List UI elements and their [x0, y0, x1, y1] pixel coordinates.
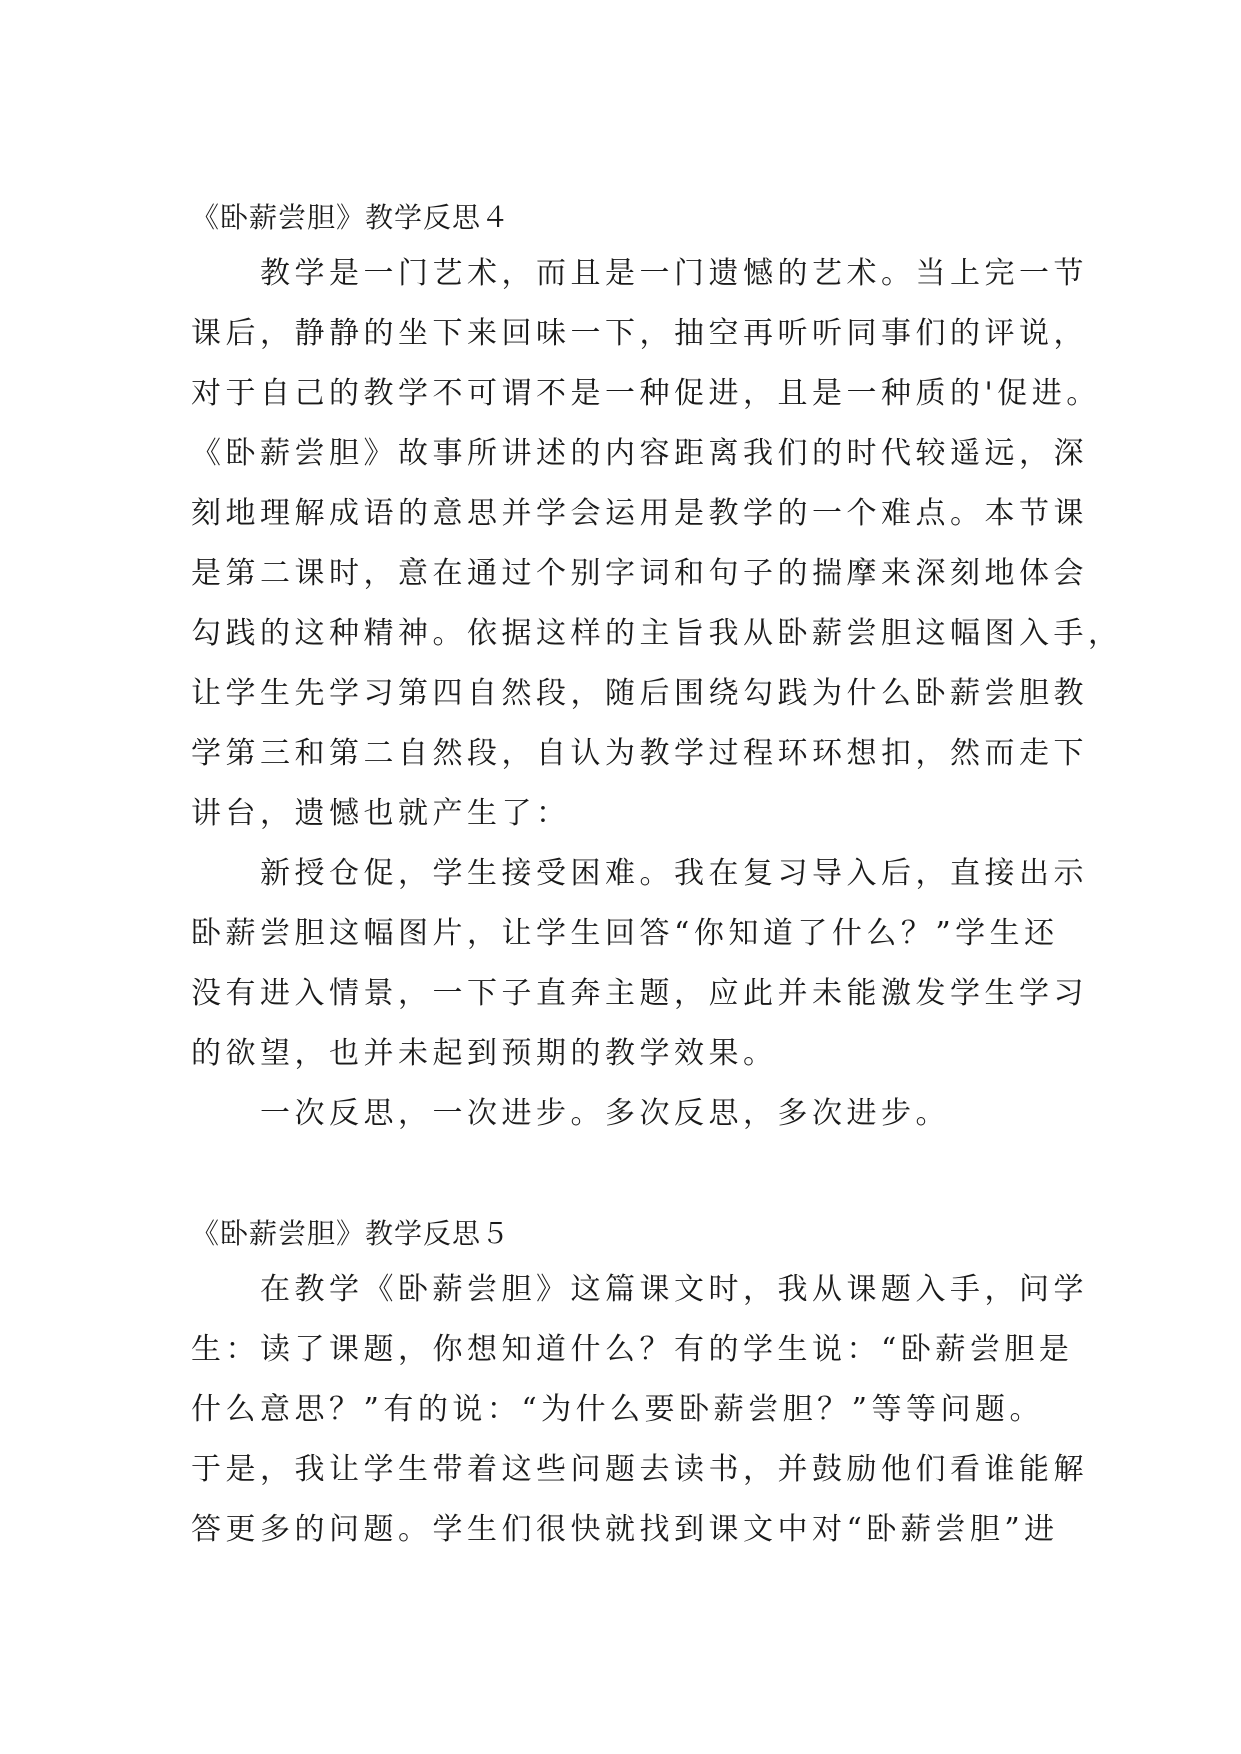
paragraph-line: 勾践的这种精神。依据这样的主旨我从卧薪尝胆这幅图入手，: [191, 616, 1123, 651]
paragraph-line: 生：读了课题，你想知道什么？有的学生说：“卧薪尝胆是: [191, 1332, 1074, 1367]
paragraph-line: 什么意思？”有的说：“为什么要卧薪尝胆？”等等问题。: [191, 1392, 1045, 1427]
reflection-section-4: [191, 192, 1123, 1144]
paragraph-line: 对于自己的教学不可谓不是一种促进，且是一种质的'促进。: [191, 376, 1101, 411]
paragraph-line: 《卧薪尝胆》故事所讲述的内容距离我们的时代较遥远，深: [191, 436, 1088, 471]
paragraph-line: 课后，静静的坐下来回味一下，抽空再听听同事们的评说，: [191, 316, 1088, 351]
section-title: 《卧薪尝胆》教学反思４: [191, 201, 511, 234]
paragraph-line: 在教学《卧薪尝胆》这篇课文时，我从课题入手，问学: [191, 1272, 1088, 1307]
paragraph-line: 刻地理解成语的意思并学会运用是教学的一个难点。本节课: [191, 496, 1088, 531]
paragraph-line: 讲台，遗憾也就产生了：: [191, 796, 571, 831]
paragraph-line: 的欲望，也并未起到预期的教学效果。: [191, 1036, 778, 1071]
paragraph-line: 是第二课时，意在通过个别字词和句子的揣摩来深刻地体会: [191, 556, 1088, 591]
paragraph-line: 新授仓促，学生接受困难。我在复习导入后，直接出示: [191, 856, 1088, 891]
paragraph-line: 卧薪尝胆这幅图片，让学生回答“你知道了什么？”学生还: [191, 916, 1059, 951]
paragraph-line: 没有进入情景，一下子直奔主题，应此并未能激发学生学习: [191, 976, 1088, 1011]
paragraph-line: 学第三和第二自然段，自认为教学过程环环想扣，然而走下: [191, 736, 1088, 771]
reflection-section-5: [191, 1208, 1088, 1560]
paragraph-line: 于是，我让学生带着这些问题去读书，并鼓励他们看谁能解: [191, 1452, 1088, 1487]
paragraph-line: 让学生先学习第四自然段，随后围绕勾践为什么卧薪尝胆教: [191, 676, 1088, 711]
section-title: 《卧薪尝胆》教学反思５: [191, 1217, 511, 1250]
paragraph-line: 教学是一门艺术，而且是一门遗憾的艺术。当上完一节: [191, 256, 1088, 291]
paragraph-line: 一次反思，一次进步。多次反思，多次进步。: [191, 1096, 950, 1131]
paragraph-line: 答更多的问题。学生们很快就找到课文中对“卧薪尝胆”进: [191, 1512, 1059, 1547]
